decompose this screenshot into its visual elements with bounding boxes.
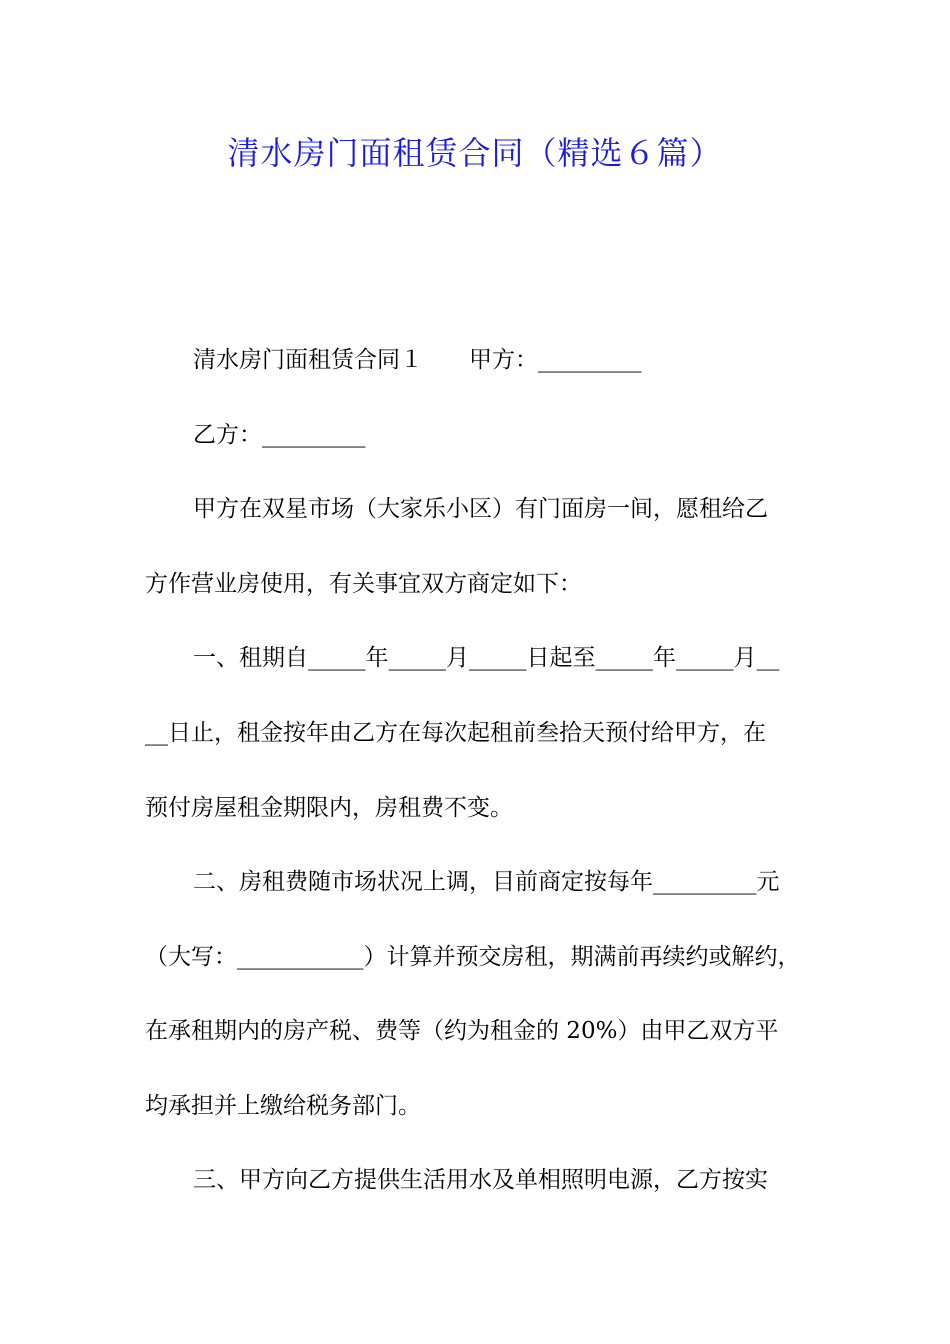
party-b-line: 乙方：_________ (193, 422, 366, 448)
clause-2-line: 二、房租费随市场状况上调，目前商定按每年_________元 (193, 869, 780, 895)
clause-2-line: （大写：___________）计算并预交房租，期满前再续约或解约， (145, 944, 801, 970)
paragraph-line: 方作营业房使用，有关事宜双方商定如下： (145, 571, 582, 597)
document-title: 清水房门面租赁合同（精选６篇） (227, 134, 723, 172)
clause-1-line: 预付房屋租金期限内，房租费不变。 (145, 795, 513, 821)
clause-1-line: __日止，租金按年由乙方在每次起租前叁拾天预付给甲方，在 (145, 720, 766, 746)
clause-1-line: 一、租期自_____年_____月_____日起至_____年_____月__ (193, 645, 780, 671)
clause-2-line: 在承租期内的房产税、费等（约为租金的 20%）由甲乙双方平 (145, 1018, 779, 1044)
contract-heading-line: 清水房门面租赁合同１ 甲方：_________ (193, 347, 642, 373)
clause-3-line: 三、甲方向乙方提供生活用水及单相照明电源，乙方按实 (193, 1167, 768, 1193)
paragraph-line: 甲方在双星市场（大家乐小区）有门面房一间，愿租给乙 (193, 496, 768, 522)
clause-2-line: 均承担并上缴给税务部门。 (145, 1093, 421, 1119)
